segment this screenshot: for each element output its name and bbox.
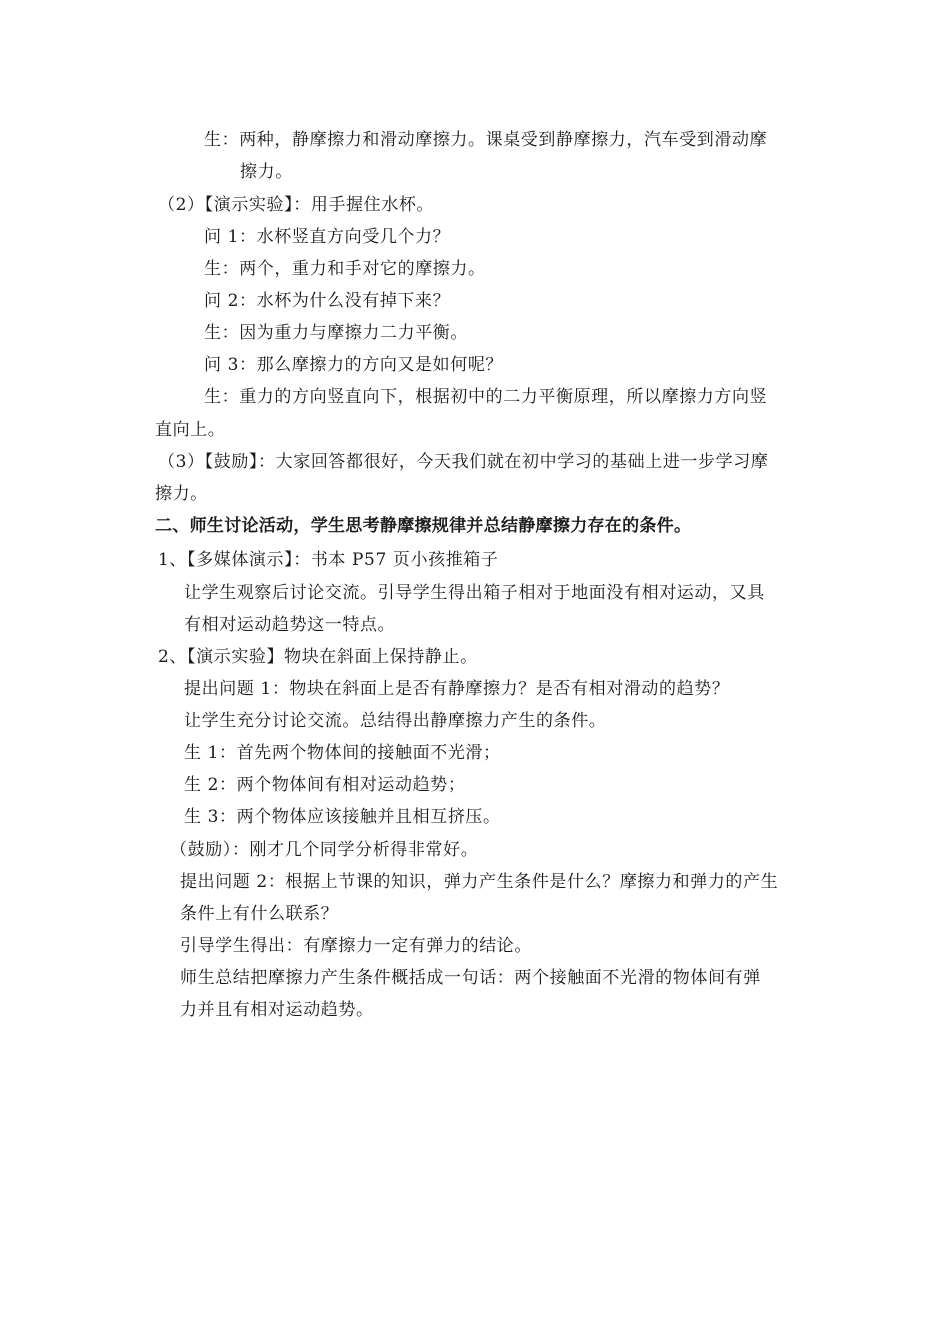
section-heading: 二、师生讨论活动，学生思考静摩擦规律并总结静摩擦力存在的条件。 [155, 516, 692, 536]
text-line: （2）【演示实验】：用手握住水杯。 [158, 195, 435, 215]
text-line: 引导学生得出：有摩擦力一定有弹力的结论。 [180, 936, 532, 956]
text-line: 问 3：那么摩擦力的方向又是如何呢？ [204, 355, 504, 375]
text-line: 条件上有什么联系？ [180, 904, 339, 924]
text-line: 擦力。 [240, 162, 293, 182]
text-line: 直向上。 [155, 420, 226, 440]
text-line: 让学生充分讨论交流。总结得出静摩擦力产生的条件。 [184, 711, 607, 731]
text-line: 提出问题 2：根据上节课的知识，弹力产生条件是什么？摩擦力和弹力的产生 [180, 872, 779, 892]
text-line: 生 1：首先两个物体间的接触面不光滑； [184, 743, 501, 763]
text-line: 生：两种，静摩擦力和滑动摩擦力。课桌受到静摩擦力，汽车受到滑动摩 [204, 130, 768, 150]
text-line: 让学生观察后讨论交流。引导学生得出箱子相对于地面没有相对运动，又具 [184, 583, 765, 603]
text-line: 有相对运动趋势这一特点。 [184, 615, 396, 635]
text-line: 生：因为重力与摩擦力二力平衡。 [204, 323, 468, 343]
text-line: 师生总结把摩擦力产生条件概括成一句话：两个接触面不光滑的物体间有弹 [180, 968, 761, 988]
text-line: 生：重力的方向竖直向下，根据初中的二力平衡原理，所以摩擦力方向竖 [204, 387, 768, 407]
text-line: 问 1：水杯竖直方向受几个力？ [204, 227, 451, 247]
text-line: 生 3：两个物体应该接触并且相互挤压。 [184, 807, 501, 827]
text-line: （鼓励）：刚才几个同学分析得非常好。 [170, 840, 479, 860]
text-line: 生 2：两个物体间有相对运动趋势； [184, 775, 466, 795]
text-line: （3）【鼓励】：大家回答都很好，今天我们就在初中学习的基础上进一步学习摩 [158, 452, 769, 472]
text-line: 提出问题 1：物块在斜面上是否有静摩擦力？是否有相对滑动的趋势？ [184, 679, 730, 699]
text-line: 擦力。 [155, 484, 208, 504]
text-line: 2、【演示实验】物块在斜面上保持静止。 [158, 647, 478, 667]
text-line: 力并且有相对运动趋势。 [180, 1000, 374, 1020]
text-line: 问 2：水杯为什么没有掉下来？ [204, 291, 451, 311]
text-line: 生：两个，重力和手对它的摩擦力。 [204, 259, 486, 279]
text-line: 1、【多媒体演示】：书本 P57 页小孩推箱子 [158, 550, 499, 570]
